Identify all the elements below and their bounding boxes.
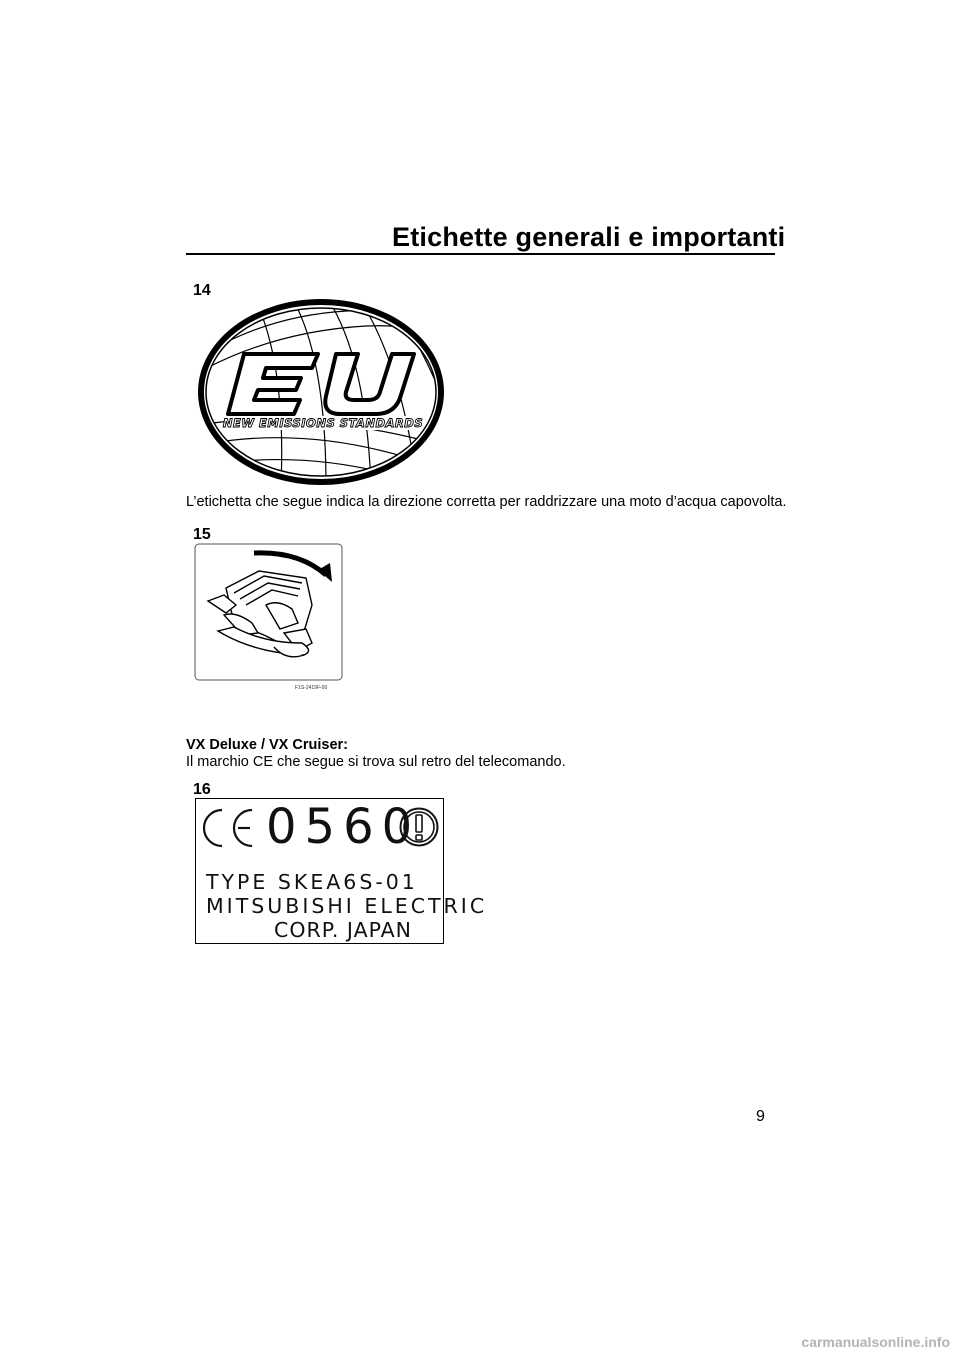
figure-number-16: 16 xyxy=(193,781,211,798)
model-heading: VX Deluxe / VX Cruiser: xyxy=(186,737,348,753)
eu-emissions-logo xyxy=(196,296,446,488)
paragraph-righting-direction: L’etichetta che segue indica la direzione corretta per raddrizzare una moto d’acqua capovolta. xyxy=(186,494,787,510)
ce-manufacturer-line: MITSUBISHI ELECTRIC xyxy=(206,894,488,918)
figure-code: F1S-2419F-00 xyxy=(295,685,328,691)
watermark: carmanualsonline.info xyxy=(801,1334,950,1350)
header-rule xyxy=(186,253,775,255)
alert-mark-icon xyxy=(398,806,440,848)
figure-number-14: 14 xyxy=(193,282,211,299)
ce-type-line: TYPE SKEA6S-01 xyxy=(206,870,418,894)
capsize-righting-label xyxy=(194,543,344,683)
eu-logo-subtitle: NEW EMISSIONS STANDARDS xyxy=(222,416,424,430)
ce-mark-icon xyxy=(200,806,266,850)
figure-number-15: 15 xyxy=(193,526,211,543)
page-title: Etichette generali e importanti xyxy=(392,222,786,252)
paragraph-ce-mark: Il marchio CE che segue si trova sul retro del telecomando. xyxy=(186,754,566,770)
ce-notified-body-number: 0560 xyxy=(266,799,421,855)
ce-origin-line: CORP. JAPAN xyxy=(274,918,413,942)
page-number: 9 xyxy=(756,1108,765,1125)
